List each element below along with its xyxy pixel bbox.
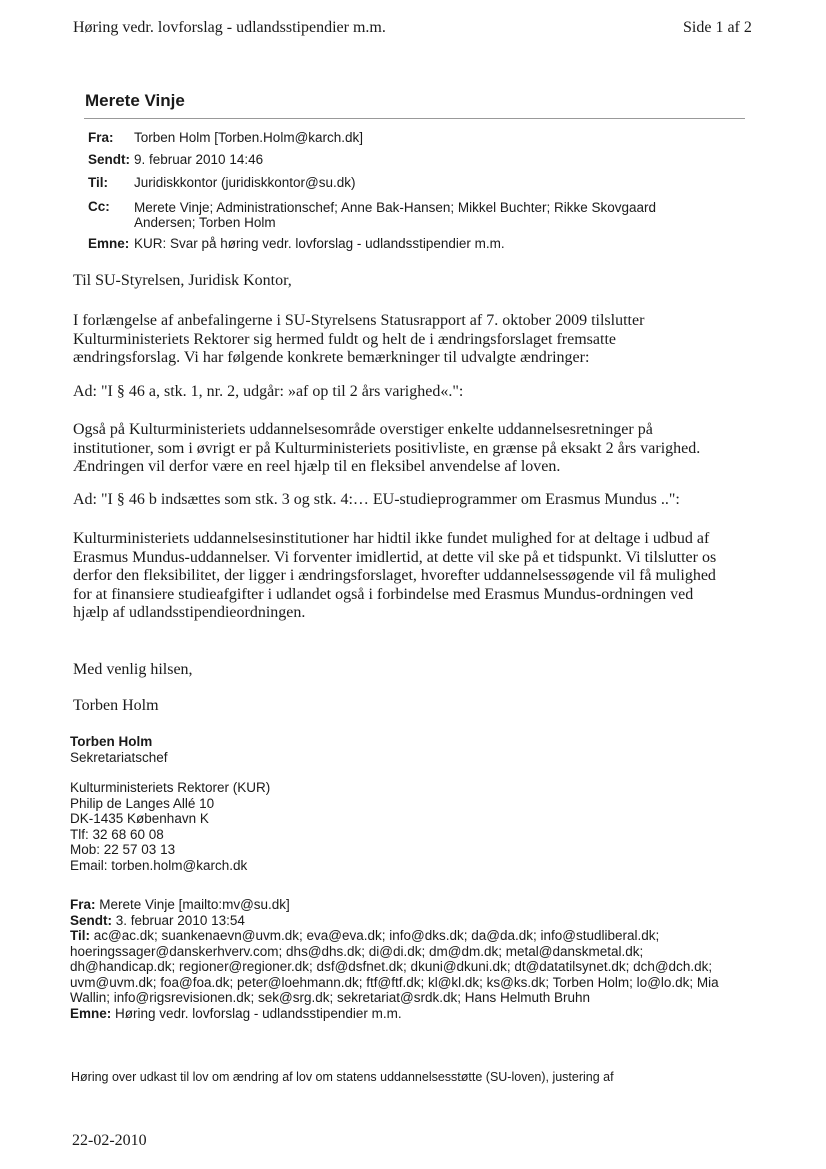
signoff-name: Torben Holm (73, 697, 159, 714)
header-divider (84, 118, 745, 119)
signature-org: Kulturministeriets Rektorer (KUR) (70, 780, 271, 795)
signature-phone: Tlf: 32 68 60 08 (70, 826, 164, 842)
fw-subject-value: Høring vedr. lovforslag - udlandsstipendier m.m. (115, 1005, 402, 1021)
sent-value: 9. februar 2010 14:46 (134, 152, 264, 167)
fw-to-line5: Wallin; info@rigsrevisionen.dk; sek@srg.dk; sekretariat@srdk.dk; Hans Helmuth Bruhn (70, 990, 591, 1005)
print-footer-date: 22-02-2010 (72, 1132, 147, 1149)
fw-sent-label: Sendt: (70, 912, 112, 928)
ad-heading-1: Ad: "I § 46 a, stk. 1, nr. 2, udgår: »af op til 2 års varighed«.": (73, 383, 464, 400)
sent-label: Sendt: (88, 152, 130, 167)
paragraph-2: Også på Kulturministeriets uddannelsesområde overstiger enkelte uddannelsesretninger på institutioner, som i øvrigt er på Kulturministeriets positivliste, en grænse på eksakt 2 års varighed. Ændringen vil derfor være en reel hjælp til en fleksibel anvendelse af loven. (73, 421, 701, 475)
signature-email: Email: torben.holm@karch.dk (70, 857, 248, 873)
to-label: Til: (88, 175, 108, 190)
paragraph-1: I forlængelse af anbefalingerne i SU-Styrelsens Statusrapport af 7. oktober 2009 tilslutter Kulturministeriets Rektorer sig hermed fuldt og helt de i ændringsforslaget fremsatte ændringsforslag. Vi har følgende konkrete bemærkninger til udvalgte ændringer: (73, 312, 645, 366)
cc-label: Cc: (88, 199, 110, 214)
greeting: Til SU-Styrelsen, Juridisk Kontor, (73, 272, 292, 289)
signature-block (70, 734, 470, 873)
sender-name: Merete Vinje (85, 91, 185, 110)
cc-value-line2: Andersen; Torben Holm (134, 215, 276, 230)
email-meta (88, 129, 768, 259)
signature-city: DK-1435 København K (70, 811, 209, 826)
cc-value-line1: Merete Vinje; Administrationschef; Anne Bak-Hansen; Mikkel Buchter; Rikke Skovgaard (134, 200, 657, 215)
from-label: Fra: (88, 130, 114, 145)
fw-to-line3: dh@handicap.dk; regioner@regioner.dk; dsf@dsfnet.dk; dkuni@dkuni.dk; dt@datatilsynet.dk; dch@dch.dk; (70, 959, 713, 974)
fw-subject-label: Emne: (70, 1005, 112, 1021)
signature-street: Philip de Langes Allé 10 (70, 795, 215, 811)
fw-from-value: Merete Vinje [mailto:mv@su.dk] (99, 897, 290, 912)
fw-sent-value: 3. februar 2010 13:54 (115, 912, 245, 928)
fw-from-label: Fra: (70, 897, 96, 912)
fw-body-start: Høring over udkast til lov om ændring af lov om statens uddannelsesstøtte (SU-loven), justering af (71, 1070, 614, 1084)
subject-value: KUR: Svar på høring vedr. lovforslag - udlandsstipendier m.m. (134, 236, 505, 251)
forwarded-header (70, 897, 770, 1021)
to-value: Juridiskkontor (juridiskkontor@su.dk) (134, 175, 356, 190)
letter-body (73, 272, 763, 722)
signature-mobile: Mob: 22 57 03 13 (70, 842, 176, 857)
fw-to-line4: uvm@uvm.dk; foa@foa.dk; peter@loehmann.dk; ftf@ftf.dk; kl@kl.dk; ks@ks.dk; Torben Holm; lo@lo.dk; Mia (70, 974, 719, 990)
fw-to-line2: hoeringssager@danskerhverv.com; dhs@dhs.dk; di@di.dk; dm@dm.dk; metal@danskmetal.dk; (70, 943, 644, 959)
signature-role: Sekretariatschef (70, 749, 168, 765)
fw-to-line1: ac@ac.dk; suankenaevn@uvm.dk; eva@eva.dk; info@dks.dk; da@da.dk; info@studliberal.dk; (93, 928, 660, 943)
closing: Med venlig hilsen, (73, 661, 193, 678)
ad-heading-2: Ad: "I § 46 b indsættes som stk. 3 og stk. 4:… EU-studieprogrammer om Erasmus Mundus ..": (73, 491, 680, 508)
signature-name: Torben Holm (70, 734, 153, 749)
print-header-title: Høring vedr. lovforslag - udlandsstipendier m.m. (73, 19, 386, 36)
print-header-page-number: Side 1 af 2 (683, 19, 752, 36)
subject-label: Emne: (88, 236, 130, 251)
fw-to-label: Til: (70, 928, 90, 943)
paragraph-3: Kulturministeriets uddannelsesinstitutioner har hidtil ikke fundet mulighed for at deltage i udbud af Erasmus Mundus-uddannelser. Vi forventer imidlertid, at dette vil ske på et tidspunkt. Vi tilslutter os derfor den fleksibilitet, der ligger i ændringsforslaget, hvorefter uddannelsessøgende vil få mulighed for at finansiere studieafgifter i udlandet også i forbindelse med Erasmus Mundus-ordningen ved hjælp af udlandsstipendieordningen. (73, 530, 717, 621)
from-value: Torben Holm [Torben.Holm@karch.dk] (134, 130, 364, 145)
